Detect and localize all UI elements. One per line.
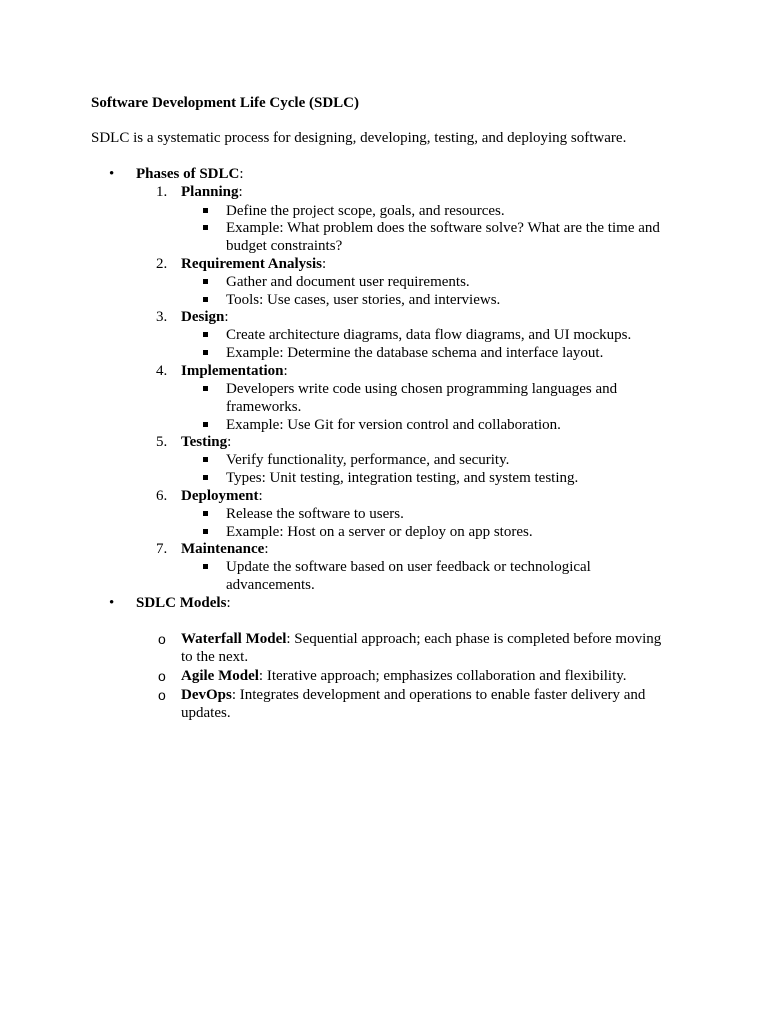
square-bullet-icon xyxy=(203,457,208,462)
phase-number: 5. xyxy=(156,434,168,450)
square-bullet-icon xyxy=(203,350,208,355)
model-name: Waterfall Model xyxy=(181,631,287,647)
phase-name: Deployment xyxy=(181,488,259,504)
phase-name: Planning xyxy=(181,184,239,200)
circle-bullet-icon: o xyxy=(158,687,166,703)
square-bullet-icon xyxy=(203,475,208,480)
square-bullet-icon xyxy=(203,564,208,569)
square-bullet-icon xyxy=(203,208,208,213)
phase-number: 6. xyxy=(156,488,168,504)
square-bullet-icon xyxy=(203,386,208,391)
bullet-disc-icon: • xyxy=(109,166,115,182)
model-description: : Integrates development and operations to enable faster delivery and updates. xyxy=(181,687,646,721)
square-bullet-icon xyxy=(203,332,208,337)
square-bullet-icon xyxy=(203,297,208,302)
model-description: : Sequential approach; each phase is completed before moving to the next. xyxy=(181,631,662,665)
square-bullet-icon xyxy=(203,422,208,427)
phase-name: Testing xyxy=(181,434,228,450)
phase-number: 7. xyxy=(156,541,168,557)
square-bullet-icon xyxy=(203,279,208,284)
phase-name: Design xyxy=(181,309,225,325)
bullet-disc-icon: • xyxy=(109,595,115,611)
square-bullet-icon xyxy=(203,225,208,230)
phases-heading: Phases of SDLC xyxy=(136,166,240,182)
phase-number: 2. xyxy=(156,256,168,272)
model-name: DevOps xyxy=(181,687,232,703)
document-page: Software Development Life Cycle (SDLC) SDLC is a systematic process for designing, developing, testing, and deploying software. • Phases of SDLC: 1. Planning: Define the project scope, goals, and resources. Example: What problem does the software solve? What are the time and budget constraints? 2. Requirement Analysis: Gather and document user requirements. Tools: Use cases, user stories, and interviews. 3. Design: Create architecture diagrams, data flow diagrams, and UI mockups. Example: Determine the database schema and interface layout. 4. Implementation: Developers write code using chosen programming languages and frameworks. Example: Use Git for version control and collaboration. 5. Testing: Verify functionality, performance, and security. Types: Unit testing, integration testing, and system testing. 6. Deployment: Release the software to users. Example: Host on a server or deploy on app stores. 7. Maintenance: Update the software based on user feedback or technological advancements. • SDLC Models: o Waterfall Model: Sequential approach; each phase is completed before moving to the next. o Agile Model: Iterative approach; emphasizes collaboration and flexibility. o DevOps: Integrates development and operations to enable faster delivery and updates. xyxy=(91,95,662,721)
models-heading: SDLC Models xyxy=(136,595,227,611)
circle-bullet-icon: o xyxy=(158,631,166,647)
circle-bullet-icon: o xyxy=(158,668,166,684)
phase-name: Requirement Analysis xyxy=(181,256,322,272)
phase-number: 1. xyxy=(156,184,168,200)
phase-name: Implementation xyxy=(181,363,284,379)
model-description: : Iterative approach; emphasizes collaboration and flexibility. xyxy=(258,668,627,684)
phase-name: Maintenance xyxy=(181,541,265,557)
document-title: Software Development Life Cycle (SDLC) xyxy=(91,95,360,111)
square-bullet-icon xyxy=(203,529,208,534)
intro-paragraph: SDLC is a systematic process for designing, developing, testing, and deploying software. xyxy=(91,130,627,146)
phase-number: 3. xyxy=(156,309,168,325)
square-bullet-icon xyxy=(203,511,208,516)
phase-number: 4. xyxy=(156,363,168,379)
model-name: Agile Model xyxy=(181,668,259,684)
